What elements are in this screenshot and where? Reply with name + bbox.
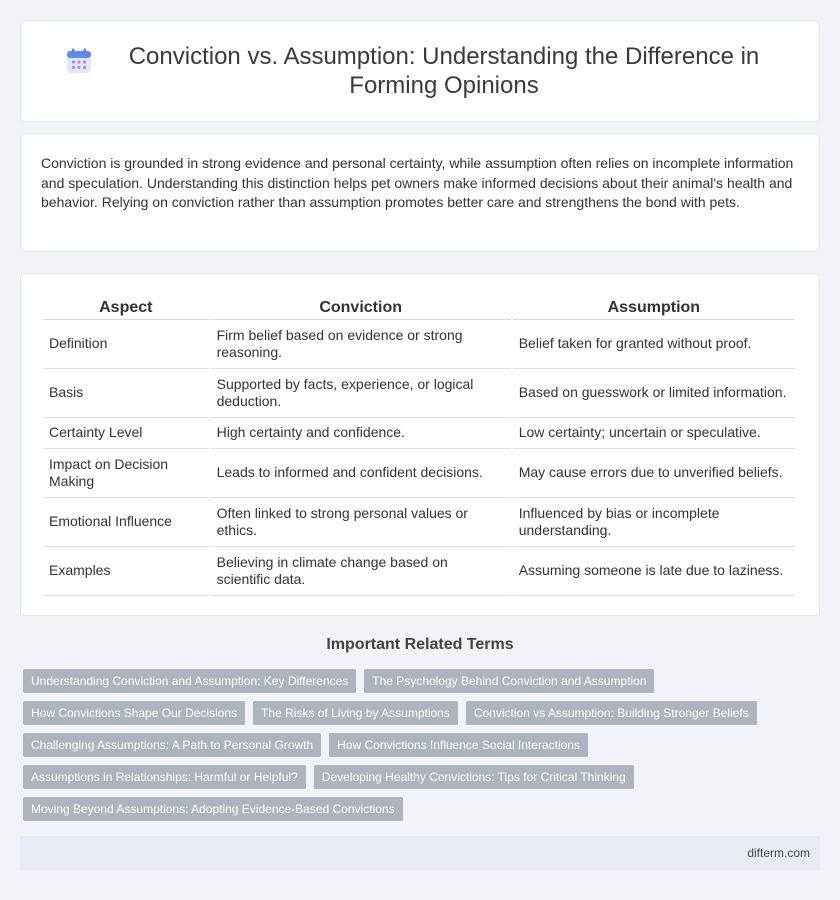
related-term-tag[interactable]: The Psychology Behind Conviction and Assumption [364,669,654,693]
tag-row [23,701,823,725]
page-title: Conviction vs. Assumption: Understanding the Difference in Forming Opinions [128,43,760,99]
table-cell-assumption: May cause errors due to unverified beliefs. [513,449,795,498]
table-row [43,320,795,369]
footer [20,836,820,870]
related-term-tag[interactable]: Challenging Assumptions: A Path to Personal Growth [23,733,321,757]
calendar-icon [66,48,92,74]
table-cell-conviction: High certainty and confidence. [211,418,511,449]
related-term-tag[interactable]: Moving Beyond Assumptions: Adopting Evidence-Based Convictions [23,797,403,821]
table-cell-assumption: Influenced by bias or incomplete understanding. [513,498,795,547]
related-terms-list [23,669,823,829]
related-term-tag[interactable]: The Risks of Living by Assumptions [253,701,458,725]
table-cell-aspect: Basis [43,369,209,418]
table-cell-conviction: Leads to informed and confident decisions. [211,449,511,498]
comparison-table-card [20,273,820,616]
table-cell-assumption: Belief taken for granted without proof. [513,320,795,369]
table-cell-assumption: Low certainty; uncertain or speculative. [513,418,795,449]
header-aspect: Aspect [43,298,209,320]
related-term-tag[interactable]: Developing Healthy Convictions: Tips for Critical Thinking [314,765,634,789]
table-cell-aspect: Certainty Level [43,418,209,449]
related-term-tag[interactable]: How Convictions Influence Social Interactions [329,733,588,757]
table-cell-conviction: Firm belief based on evidence or strong reasoning. [211,320,511,369]
title-card [20,20,820,122]
tag-row [23,733,823,757]
footer-site-link[interactable]: difterm.com [747,846,810,860]
header-conviction: Conviction [211,298,511,320]
tag-row [23,797,823,821]
table-cell-assumption: Based on guesswork or limited information. [513,369,795,418]
table-cell-aspect: Emotional Influence [43,498,209,547]
related-terms-heading: Important Related Terms [326,636,514,653]
table-row [43,418,795,449]
related-term-tag[interactable]: Conviction vs Assumption: Building Stronger Beliefs [466,701,757,725]
intro-paragraph: Conviction is grounded in strong evidence and personal certainty, while assumption often relies on incomplete information and speculation. Understanding this distinction helps pet owners make informed decisions about their animal's health and behavior. Relying on conviction rather than assumption promotes better care and strengthens the bond with pets. [41,155,794,210]
comparison-table [41,298,797,596]
related-term-tag[interactable]: Assumptions in Relationships: Harmful or Helpful? [23,765,306,789]
title-row [40,42,800,100]
table-cell-conviction: Believing in climate change based on scientific data. [211,547,511,596]
table-row [43,369,795,418]
table-cell-conviction: Often linked to strong personal values or ethics. [211,498,511,547]
header-assumption: Assumption [513,298,795,320]
tag-row [23,765,823,789]
table-header-row [43,298,795,320]
table-cell-aspect: Definition [43,320,209,369]
table-cell-conviction: Supported by facts, experience, or logical deduction. [211,369,511,418]
related-term-tag[interactable]: Understanding Conviction and Assumption: Key Differences [23,669,356,693]
table-cell-assumption: Assuming someone is late due to laziness. [513,547,795,596]
table-row [43,449,795,498]
table-row [43,547,795,596]
intro-card [20,133,820,252]
table-cell-aspect: Impact on Decision Making [43,449,209,498]
tag-row [23,669,823,693]
related-term-tag[interactable]: How Convictions Shape Our Decisions [23,701,245,725]
table-row [43,498,795,547]
table-cell-aspect: Examples [43,547,209,596]
